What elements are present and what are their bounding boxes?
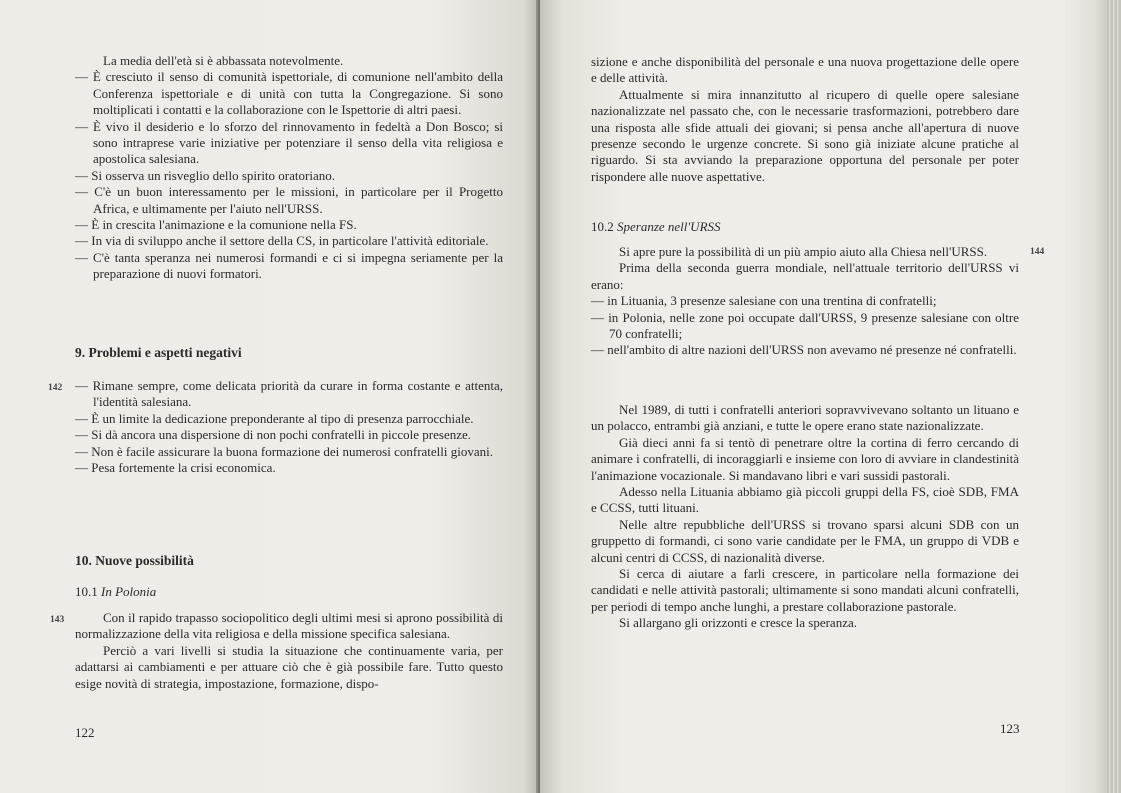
page-number: 122 — [75, 725, 95, 740]
subsection-10-1 — [75, 584, 503, 600]
list-item: — C'è tanta speranza nei numerosi formandi e ci si impegna seriamente per la preparazione di nuovi formatori. — [75, 250, 503, 283]
list-item: — Pesa fortemente la crisi economica. — [75, 460, 503, 476]
paragraph: sizione e anche disponibilità del personale e una nuova progettazione delle opere e delle attività. — [591, 54, 1019, 86]
list-item: — C'è un buon interessamento per le missioni, in particolare per il Progetto Africa, e ultimamente per l'aiuto nell'URSS. — [75, 184, 503, 217]
section-heading: 10. Nuove possibilità — [75, 553, 194, 568]
list-item: — È vivo il desiderio e lo sforzo del rinnovamento in fedeltà a Don Bosco; si sono intraprese varie iniziative per potenziare il senso della vita religiosa e apostolica salesiana. — [75, 119, 503, 168]
subsection-title: In Polonia — [101, 584, 157, 599]
list-item: — Non è facile assicurare la buona formazione dei numerosi confratelli giovani. — [75, 444, 503, 460]
paragraph: Perciò a vari livelli si studia la situazione che continuamente varia, per adattarsi ai cambiamenti e per attuare ciò che è già possibile fare. Tutto questo esige novità di strategia, impostazione, formazione, dispo- — [75, 642, 503, 691]
paragraph: Si allargano gli orizzonti e cresce la speranza. — [619, 615, 857, 631]
paragraph: Prima della seconda guerra mondiale, nell'attuale territorio dell'URSS vi erano: — [591, 260, 1019, 292]
section-heading: 9. Problemi e aspetti negativi — [75, 345, 242, 360]
list-item: — È un limite la dedicazione preponderante al tipo di presenza parrocchiale. — [75, 411, 503, 427]
paragraph: Adesso nella Lituania abbiamo già piccoli gruppi della FS, cioè SDB, FMA e CCSS, tutti lituani. — [591, 484, 1019, 516]
list-item: — È in crescita l'animazione e la comunione nella FS. — [75, 217, 503, 233]
list-item: — Si dà ancora una dispersione di non pochi confratelli in piccole presenze. — [75, 427, 503, 443]
left-page-body — [75, 53, 503, 283]
list-item: — in Polonia, nelle zone poi occupate dall'URSS, 9 presenze salesiane con oltre 70 confratelli; — [591, 310, 1019, 343]
section-9 — [75, 345, 503, 361]
right-page-bottom — [591, 402, 1019, 632]
list-item: — Rimane sempre, come delicata priorità da curare in forma costante e attenta, l'identità salesiana. — [75, 378, 503, 411]
intro-line: La media dell'età si è abbassata notevolmente. — [103, 53, 344, 68]
paragraph: Si apre pure la possibilità di un più ampio aiuto alla Chiesa nell'URSS. — [619, 244, 988, 259]
left-page — [0, 0, 540, 793]
subsection-10-2-body — [591, 244, 1019, 359]
list-item: — In via di sviluppo anche il settore della CS, in particolare l'attività editoriale. — [75, 233, 503, 249]
subsection-title: Speranze nell'URSS — [617, 219, 721, 234]
subsection-number: 10.2 — [591, 219, 614, 234]
page-number: 123 — [1000, 721, 1020, 736]
list-item: — È cresciuto il senso di comunità ispettoriale, di comunione nell'ambito della Conferenza ispettoriale e di unità con tutta la Congregazione. Si sono moltiplicati i contatti e la collaborazione con le Ispettorie di altri paesi. — [75, 69, 503, 118]
section-10 — [75, 553, 503, 569]
margin-number: 142 — [48, 383, 63, 393]
list-item: — Si osserva un risveglio dello spirito oratoriano. — [75, 168, 503, 184]
paragraph: Con il rapido trapasso sociopolitico degli ultimi mesi si aprono possibilità di normalizzazione della vita religiosa e della missione specifica salesiana. — [75, 610, 503, 642]
paragraph: Nel 1989, di tutti i confratelli anteriori sopravvivevano soltanto un lituano e un polacco, entrambi già anziani, e tutte le opere erano state nazionalizzate. — [591, 402, 1019, 434]
list-item: — in Lituania, 3 presenze salesiane con una trentina di confratelli; — [591, 293, 1019, 309]
paragraph: Nelle altre repubbliche dell'URSS si trovano sparsi alcuni SDB con un gruppetto di formandi, ci sono varie candidate per le FMA, un gruppo di VDB e alcuni centri di CCSS, di nazionalità diverse. — [591, 516, 1019, 565]
subsection-10-1-body — [75, 610, 503, 692]
paragraph: Si cerca di aiutare a farli crescere, in particolare nella formazione dei candidati e nelle attività pastorali; ultimamente si sono mandati alcuni confratelli, per periodi di tempo anche lunghi, a prestare collaborazione pastorale. — [591, 566, 1019, 614]
right-page-top — [591, 54, 1019, 185]
problems-list — [75, 378, 503, 476]
paragraph: Attualmente si mira innanzitutto al ricupero di quelle opere salesiane nazionalizzate nel passato che, con le necessarie trasformazioni, potrebbero dare una risposta alle sfide attuali dei giovani; si pensa anche all'apertura di nuove presenze secondo le urgenze concrete. Si sono già iniziate alcune pratiche al riguardo. Si sta avviando la preparazione opportuna del personale per poter rispondere alle nuove aspettative. — [591, 86, 1019, 184]
page-edges — [1106, 0, 1121, 793]
right-page — [540, 0, 1106, 793]
subsection-number: 10.1 — [75, 584, 98, 599]
list-item: — nell'ambito di altre nazioni dell'URSS non avevamo né presenze né confratelli. — [591, 342, 1019, 358]
margin-number: 144 — [1030, 247, 1045, 257]
paragraph: Già dieci anni fa si tentò di penetrare oltre la cortina di ferro cercando di animare i confratelli, di incoraggiarli e insieme con loro di avviare in clandestinità l'animazione vocazionale. Si mandavano libri e vari sussidi pastorali. — [591, 434, 1019, 483]
margin-number: 143 — [50, 615, 65, 625]
subsection-10-2 — [591, 219, 1019, 235]
